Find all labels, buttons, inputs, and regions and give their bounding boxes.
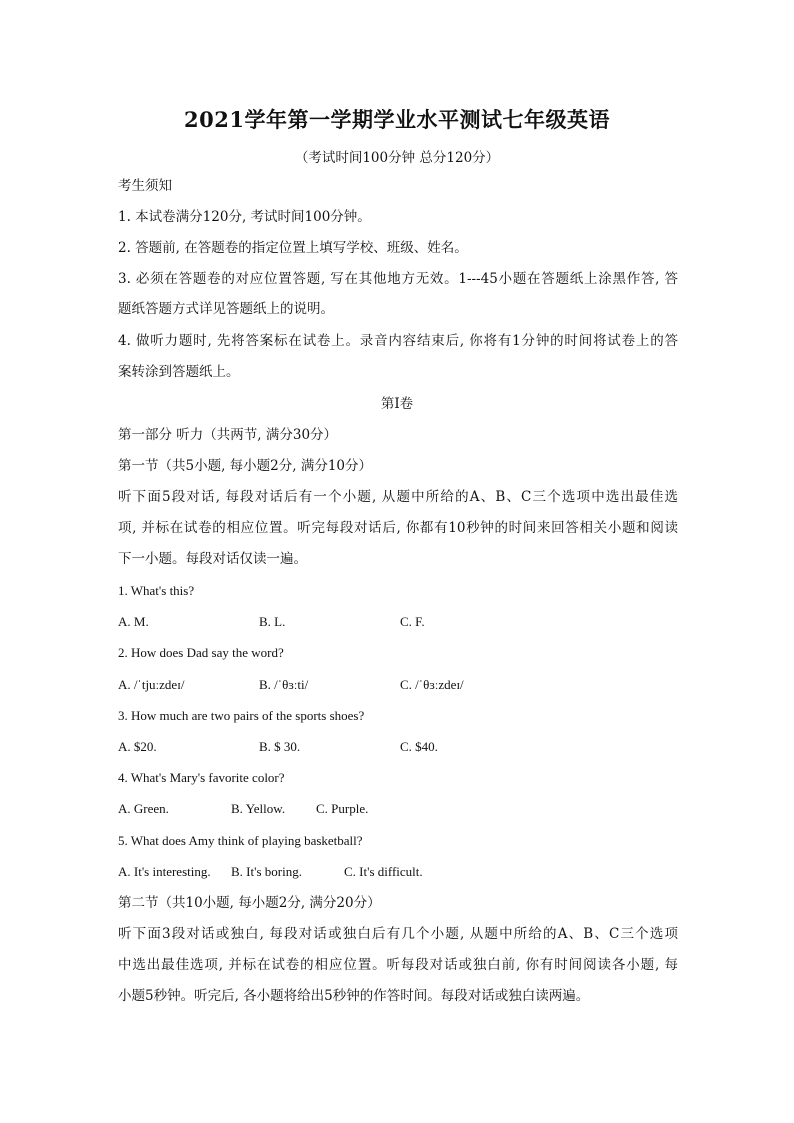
option-b: B. Yellow. — [231, 801, 286, 816]
option-a: A. /ˈtjuːzdeɪ/ — [118, 677, 185, 692]
notice-item-continued: 案转涂到答题纸上。 — [118, 364, 240, 380]
notice-item-continued: 题纸答题方式详见答题纸上的说明。 — [118, 301, 334, 317]
section2-instructions: 听下面3段对话或独白, 每段对话或独白后有几个小题, 从题中所给的A、B、C三个选项 — [118, 926, 678, 942]
notice-item: 1. 本试卷满分120分, 考试时间100分钟。 — [118, 209, 371, 225]
part1-heading: 第一部分 听力（共两节, 满分30分） — [118, 427, 338, 443]
option-b: B. L. — [259, 614, 286, 629]
section1-instructions: 项, 并标在试卷的相应位置。听完每段对话后, 你都有10秒钟的时间来回答相关小题和阅读 — [118, 520, 678, 536]
option-a: A. M. — [118, 614, 149, 629]
section2-instructions: 中选出最佳选项, 并标在试卷的相应位置。听每段对话或独白前, 你有时间阅读各小题, 每 — [118, 957, 678, 973]
option-b: B. It's boring. — [231, 864, 302, 879]
option-c: C. $40. — [400, 739, 438, 754]
option-a: A. $20. — [118, 739, 157, 754]
option-a: A. Green. — [118, 801, 169, 816]
exam-duration-subtitle: （考试时间100分钟 总分120分） — [294, 150, 500, 166]
section2-heading: 第二节（共10小题, 每小题2分, 满分20分） — [118, 895, 381, 911]
question-stem: 5. What does Amy think of playing basketball? — [118, 833, 363, 848]
question-stem: 4. What's Mary's favorite color? — [118, 770, 285, 785]
notice-item: 4. 做听力题时, 先将答案标在试卷上。录音内容结束后, 你将有1分钟的时间将试卷上的答 — [118, 333, 678, 349]
question-stem: 3. How much are two pairs of the sports shoes? — [118, 708, 365, 723]
option-c: C. Purple. — [316, 801, 369, 816]
section1-heading: 第一节（共5小题, 每小题2分, 满分10分） — [118, 458, 373, 474]
question-stem: 1. What's this? — [118, 583, 195, 598]
option-c: C. It's difficult. — [344, 864, 423, 879]
option-c: C. F. — [400, 614, 425, 629]
option-c: C. /ˈθɜːzdeɪ/ — [400, 677, 464, 692]
option-b: B. $ 30. — [259, 739, 301, 754]
option-b: B. /ˈθɜːti/ — [259, 677, 309, 692]
section1-instructions: 下一小题。每段对话仅读一遍。 — [118, 551, 307, 567]
section1-instructions: 听下面5段对话, 每段对话后有一个小题, 从题中所给的A、B、C三个选项中选出最佳选 — [118, 489, 678, 505]
notice-item: 2. 答题前, 在答题卷的指定位置上填写学校、班级、姓名。 — [118, 240, 468, 256]
notice-item: 3. 必须在答题卷的对应位置答题, 写在其他地方无效。1---45小题在答题纸上涂黑作答, 答 — [118, 271, 678, 287]
page-title: 2021学年第一学期学业水平测试七年级英语 — [184, 107, 610, 132]
notice-heading: 考生须知 — [118, 178, 172, 194]
question-stem: 2. How does Dad say the word? — [118, 645, 284, 660]
option-a: A. It's interesting. — [118, 864, 211, 879]
section2-instructions: 小题5秒钟。听完后, 各小题将给出5秒钟的作答时间。每段对话或独白读两遍。 — [118, 988, 590, 1004]
volume-label: 第I卷 — [380, 396, 414, 412]
